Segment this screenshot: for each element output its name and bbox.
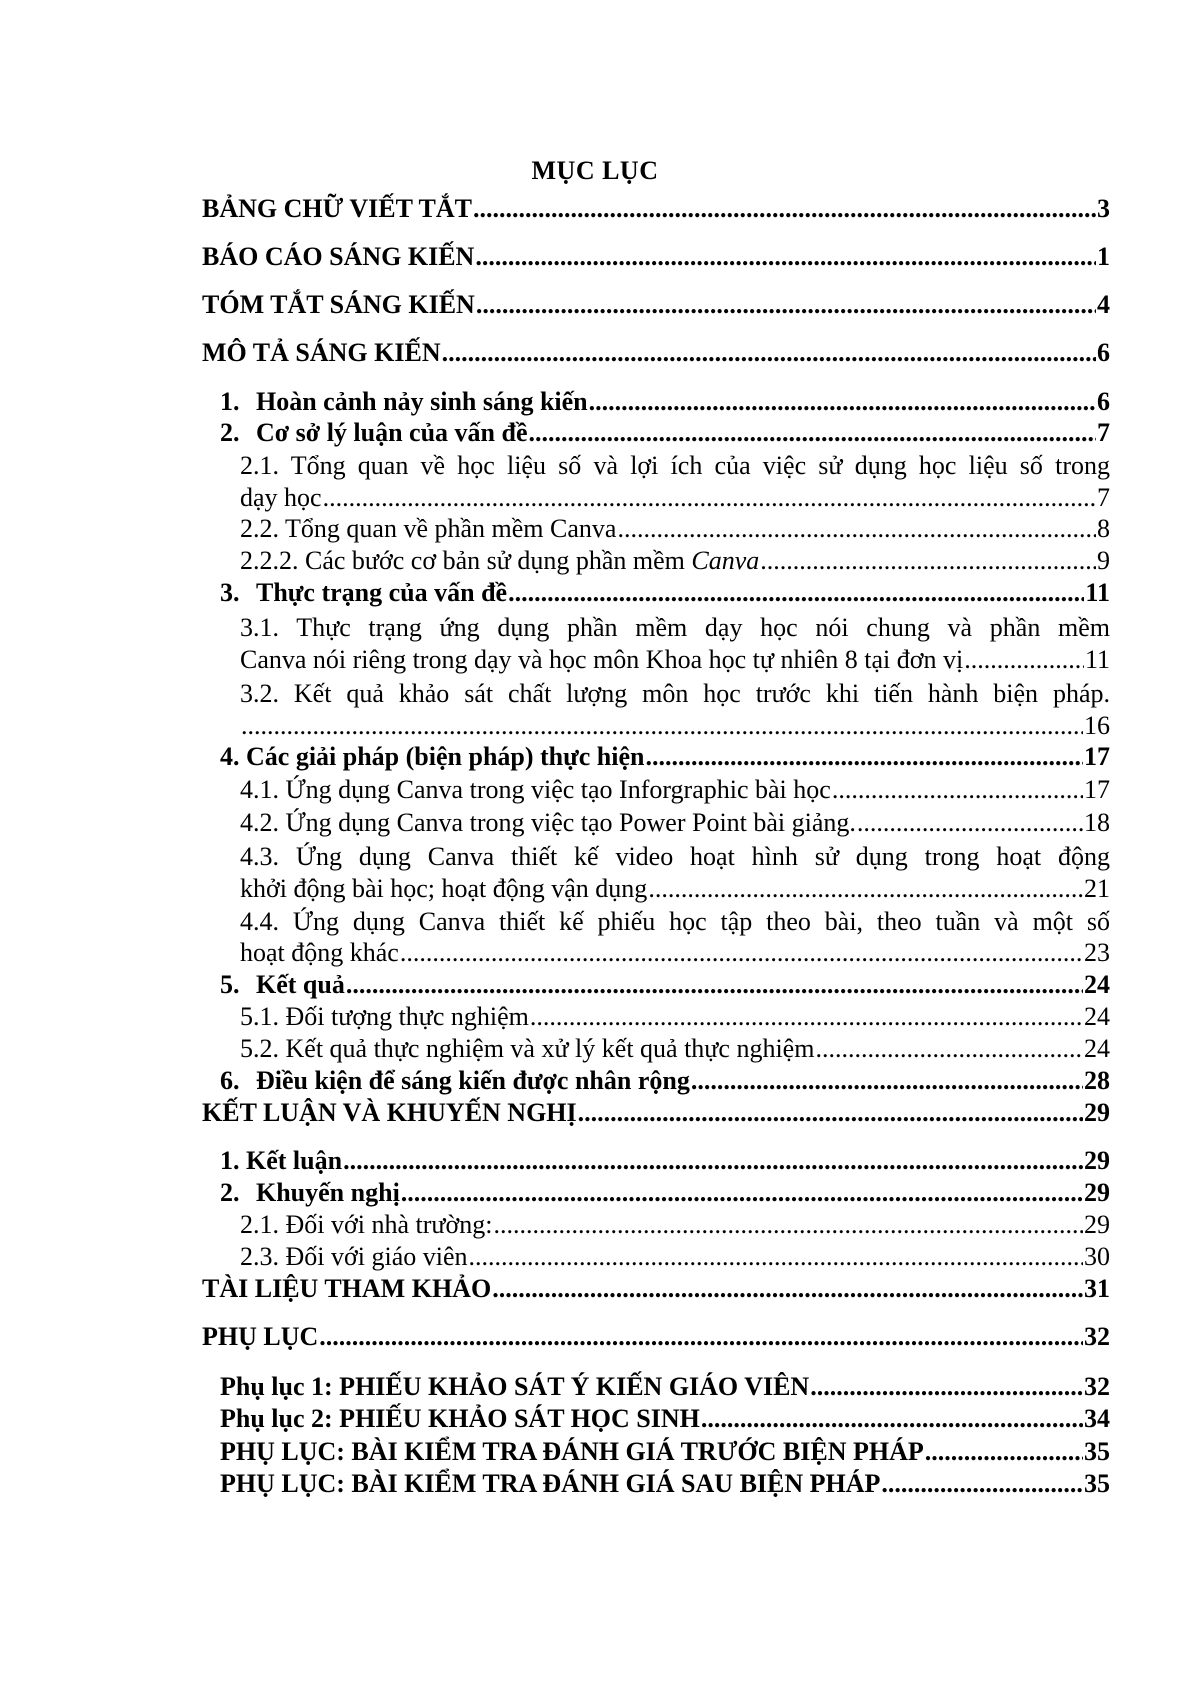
- toc-entry[interactable]: [202, 1098, 1110, 1128]
- toc-entry-text: 2.1. Đối với nhà trường:: [240, 1210, 493, 1239]
- toc-leader: [648, 874, 1083, 904]
- toc-page-number: 29: [1084, 1210, 1110, 1239]
- toc-entry[interactable]: [240, 874, 1110, 904]
- toc-leader: [617, 514, 1096, 544]
- toc-entry[interactable]: [220, 1178, 1110, 1208]
- toc-page-number: 16: [1084, 711, 1110, 740]
- toc-entry-text: 2.2.2. Các bước cơ bản sử dụng phần mềm Canva: [240, 546, 760, 575]
- toc-page-number: 1: [1097, 242, 1110, 271]
- toc-entry-text: 1. Kết luận: [220, 1146, 343, 1175]
- toc-entry[interactable]: [202, 194, 1110, 224]
- toc-page-number: 4: [1097, 290, 1110, 319]
- toc-page-number: 24: [1084, 970, 1110, 999]
- toc-entry-text: 5.2. Kết quả thực nghiệm và xử lý kết quả thực nghiệm: [240, 1034, 815, 1063]
- toc-page-number: 24: [1084, 1034, 1110, 1063]
- toc-entry-number: 2.: [220, 418, 240, 447]
- toc-entry[interactable]: [202, 242, 1110, 272]
- toc-entry[interactable]: [240, 775, 1110, 805]
- toc-entry[interactable]: [240, 514, 1110, 544]
- toc-entry-text: Canva nói riêng trong dạy và học môn Khoa học tự nhiên 8 tại đơn vị: [240, 645, 964, 674]
- toc-leader: [691, 1066, 1083, 1096]
- toc-leader: [442, 338, 1096, 368]
- toc-entry-text: KẾT LUẬN VÀ KHUYẾN NGHỊ: [202, 1098, 577, 1127]
- toc-page-number: 32: [1084, 1372, 1110, 1401]
- toc-leader: [832, 775, 1083, 805]
- toc-entry-text: hoạt động khác: [240, 938, 399, 967]
- toc-entry-text: PHỤ LỤC: [202, 1322, 319, 1351]
- toc-entry[interactable]: [240, 711, 1110, 741]
- toc-page-number: 7: [1097, 418, 1110, 447]
- toc-entry-text: 4.2. Ứng dụng Canva trong việc tạo Power Point bài giảng.: [240, 808, 856, 837]
- toc-leader: [493, 1210, 1083, 1240]
- toc-entry[interactable]: [220, 1404, 1110, 1434]
- toc-leader: [925, 1437, 1083, 1467]
- toc-leader: [476, 290, 1096, 320]
- toc-entry[interactable]: [202, 338, 1110, 368]
- toc-entry[interactable]: [202, 1274, 1110, 1304]
- toc-page-number: 30: [1084, 1242, 1110, 1271]
- toc-entry[interactable]: [220, 1146, 1110, 1176]
- toc-page-number: 17: [1084, 775, 1110, 804]
- toc-entry[interactable]: [220, 970, 1110, 1000]
- toc-entry-line1: 4.3. Ứng dụng Canva thiết kế video hoạt hình sử dụng trong hoạt động: [240, 842, 1110, 871]
- toc-entry-text: PHỤ LỤC: BÀI KIỂM TRA ĐÁNH GIÁ SAU BIỆN PHÁP: [220, 1469, 881, 1498]
- toc-entry-text: PHỤ LỤC: BÀI KIỂM TRA ĐÁNH GIÁ TRƯỚC BIỆN PHÁP: [220, 1437, 924, 1466]
- toc-page-number: 32: [1084, 1322, 1110, 1351]
- toc-entry[interactable]: [220, 1372, 1110, 1402]
- toc-leader: [508, 578, 1084, 608]
- toc-page-number: 34: [1084, 1404, 1110, 1433]
- toc-leader: [492, 1274, 1083, 1304]
- toc-page-number: 6: [1097, 338, 1110, 367]
- toc-entry[interactable]: [202, 290, 1110, 320]
- toc-page-number: 11: [1084, 645, 1110, 674]
- toc-page-number: 8: [1097, 514, 1110, 543]
- toc-entry-text: 2. Cơ sở lý luận của vấn đề: [220, 418, 528, 447]
- toc-leader: [530, 1002, 1083, 1032]
- toc-entry-text: BÁO CÁO SÁNG KIẾN: [202, 242, 475, 271]
- toc-leader: [529, 418, 1096, 448]
- toc-page-number: 17: [1084, 742, 1110, 771]
- toc-entry-text: BẢNG CHỮ VIẾT TẮT: [202, 194, 472, 223]
- toc-page-number: 6: [1097, 387, 1110, 416]
- toc-entry-line1: 4.4. Ứng dụng Canva thiết kế phiếu học tập theo bài, theo tuần và một số: [240, 907, 1110, 936]
- toc-entry[interactable]: [240, 645, 1110, 675]
- toc-leader: [857, 808, 1083, 838]
- page-title: MỤC LỤC: [531, 156, 659, 185]
- toc-entry[interactable]: [240, 1002, 1110, 1032]
- toc-entry[interactable]: [240, 808, 1110, 838]
- toc-entry-text: 3. Thực trạng của vấn đề: [220, 578, 508, 607]
- toc-page-number: 3: [1097, 194, 1110, 223]
- toc-leader: [469, 1242, 1084, 1272]
- toc-page-number: 29: [1084, 1098, 1110, 1127]
- toc-entry[interactable]: [202, 1322, 1110, 1352]
- toc-entry[interactable]: [220, 387, 1110, 417]
- toc-leader: [881, 1469, 1083, 1499]
- toc-page-number: 35: [1084, 1437, 1110, 1466]
- toc-entry-text: 1. Hoàn cảnh nảy sinh sáng kiến: [220, 387, 588, 416]
- toc-entry-italic: Canva: [691, 546, 760, 575]
- toc-page-number: 24: [1084, 1002, 1110, 1031]
- toc-entry-text: Phụ lục 2: PHIẾU KHẢO SÁT HỌC SINH: [220, 1404, 700, 1433]
- toc-leader: [701, 1404, 1083, 1434]
- toc-page-number: 23: [1084, 938, 1110, 967]
- toc-page-number: 7: [1097, 483, 1110, 512]
- toc-entry-text: 2.2. Tổng quan về phần mềm Canva: [240, 514, 617, 543]
- toc-entry-number: 5.: [220, 970, 240, 999]
- toc-entry-text: 5. Kết quả: [220, 970, 345, 999]
- toc-leader: [578, 1098, 1083, 1128]
- toc-entry-number: 1.: [220, 387, 240, 416]
- toc-entry[interactable]: [220, 742, 1110, 772]
- toc-leader: [241, 711, 1083, 741]
- toc-entry[interactable]: [240, 1210, 1110, 1240]
- toc-leader: [475, 242, 1096, 272]
- toc-entry-text: TÓM TẮT SÁNG KIẾN: [202, 290, 475, 319]
- toc-entry[interactable]: [220, 1066, 1110, 1096]
- toc-leader: [319, 1322, 1083, 1352]
- toc-page-number: 18: [1084, 808, 1110, 837]
- toc-entry-line1: 2.1. Tổng quan về học liệu số và lợi ích của việc sử dụng học liệu số trong: [240, 451, 1110, 480]
- toc-page-number: 21: [1084, 874, 1110, 903]
- toc-leader: [401, 1178, 1083, 1208]
- toc-entry[interactable]: [240, 1242, 1110, 1272]
- toc-entry-text: 6. Điều kiện để sáng kiến được nhân rộng: [220, 1066, 690, 1095]
- toc-page-number: 11: [1085, 578, 1110, 607]
- toc-page-number: 29: [1084, 1178, 1110, 1207]
- toc-page-number: 29: [1084, 1146, 1110, 1175]
- toc-page-number: 28: [1084, 1066, 1110, 1095]
- toc-entry-text: 4.1. Ứng dụng Canva trong việc tạo Inforgraphic bài học: [240, 775, 831, 804]
- toc-leader: [346, 970, 1083, 1000]
- toc-entry[interactable]: [240, 546, 1110, 576]
- toc-leader: [400, 938, 1083, 968]
- toc-leader: [760, 546, 1096, 576]
- toc-entry[interactable]: [240, 1034, 1110, 1064]
- toc-page-number: 31: [1084, 1274, 1110, 1303]
- toc-entry-text: 4. Các giải pháp (biện pháp) thực hiện: [220, 742, 645, 771]
- toc-leader: [810, 1372, 1083, 1402]
- toc-entry[interactable]: [240, 483, 1110, 513]
- toc-entry-text: 2.3. Đối với giáo viên: [240, 1242, 468, 1271]
- toc-page-number: 9: [1097, 546, 1110, 575]
- toc-entry-number: 3.: [220, 578, 240, 607]
- toc-entry-text: MÔ TẢ SÁNG KIẾN: [202, 338, 441, 367]
- toc-leader: [964, 645, 1084, 675]
- toc-leader: [645, 742, 1083, 772]
- toc-leader: [323, 483, 1096, 513]
- toc-leader: [343, 1146, 1083, 1176]
- toc-entry-number: 6.: [220, 1066, 240, 1095]
- toc-leader: [589, 387, 1096, 417]
- toc-entry[interactable]: [220, 418, 1110, 448]
- toc-page-number: 35: [1084, 1469, 1110, 1498]
- toc-entry-text: khởi động bài học; hoạt động vận dụng: [240, 874, 648, 903]
- toc-entry-text: 5.1. Đối tượng thực nghiệm: [240, 1002, 529, 1031]
- toc-entry[interactable]: [220, 1469, 1110, 1499]
- toc-leader: [815, 1034, 1083, 1064]
- toc-entry-text: TÀI LIỆU THAM KHẢO: [202, 1274, 492, 1303]
- toc-entry-text: dạy học: [240, 483, 322, 512]
- toc-entry-text: Phụ lục 1: PHIẾU KHẢO SÁT Ý KIẾN GIÁO VIÊN: [220, 1372, 810, 1401]
- toc-entry[interactable]: [240, 938, 1110, 968]
- toc-entry[interactable]: [220, 578, 1110, 608]
- toc-entry[interactable]: [220, 1437, 1110, 1467]
- toc-entry-line1: 3.2. Kết quả khảo sát chất lượng môn học trước khi tiến hành biện pháp.: [240, 679, 1110, 708]
- toc-entry-text: 2. Khuyến nghị: [220, 1178, 400, 1207]
- toc-leader: [473, 194, 1096, 224]
- toc-entry-number: 2.: [220, 1178, 240, 1207]
- toc-entry-line1: 3.1. Thực trạng ứng dụng phần mềm dạy học nói chung và phần mềm: [240, 613, 1110, 642]
